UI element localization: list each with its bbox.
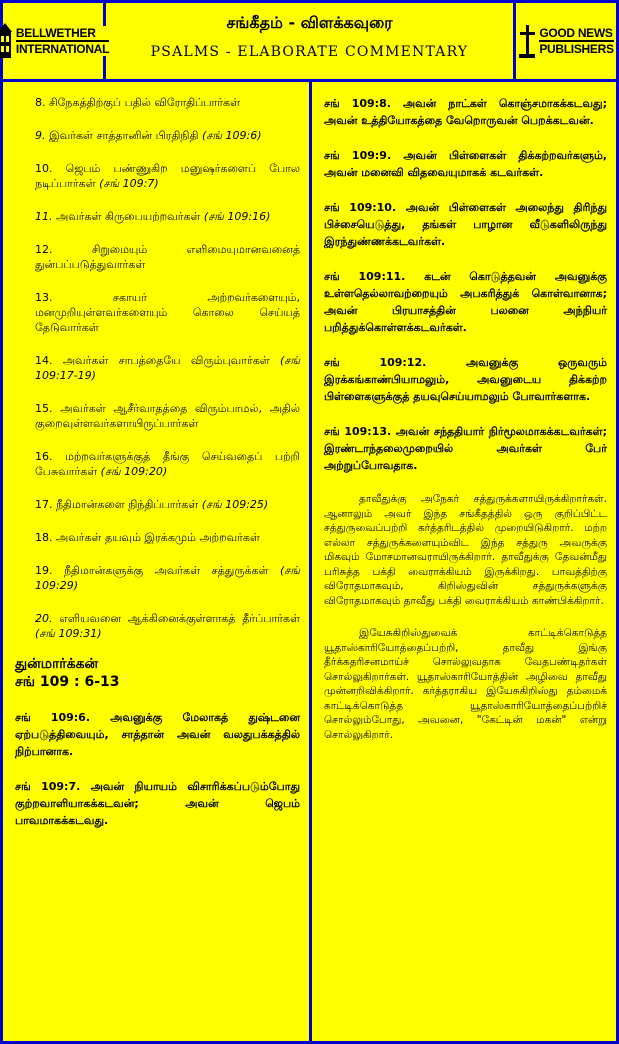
- list-item-number: 16.: [35, 450, 53, 463]
- column-divider: [309, 82, 312, 1041]
- title-area: [106, 3, 513, 79]
- list-item: [15, 95, 300, 110]
- list-item: [15, 611, 300, 641]
- verse-block: சங் 109:7. அவன் நியாயம் விசாரிக்கப்படும்போது குற்றவாளியாகக்கடவன்; அவன் ஜெபம் பாவமாகக்கடவது.: [15, 780, 300, 827]
- list-item-number: 20.: [35, 612, 53, 625]
- verse-block: சங் 109:8. அவன் நாட்கள் கொஞ்சமாகக்கடவது; அவன் உத்தியோகத்தை வேறொருவன் பெறக்கடவன்.: [324, 97, 607, 127]
- good-news-logo-icon: [518, 22, 536, 60]
- list-item: [15, 530, 300, 545]
- list-item-text: எளியவனை ஆக்கினைக்குள்ளாகத் தீர்ப்பார்கள்: [59, 612, 301, 625]
- commentary-paragraph: இயேசுகிறிஸ்துவைக் காட்டிக்கொடுத்த யூதாஸ்காரியோத்தைப்பற்றி, தாவீது இங்கு தீர்க்கதரிசனமாய்ச் சொல்லுவதாக வேதபண்டிதர்கள் சொல்லுகிறார்கள். யூதாஸ்காரியோத்தின் அழிவை தாவீது முன்னறிவிக்கிறார். கர்த்தராகிய இயேசுகிறிஸ்து தம்மைக் காட்டிக்கொடுத்த யூதாஸ்காரியோத்தைப்பற்றிச் சொல்லும்போது, அவனை, "கேட்டின் மகன்" என்று சொல்லுகிறார்.: [324, 627, 607, 741]
- section-title: துன்மார்க்கன்: [15, 656, 99, 672]
- logo-left-line1: BELLWETHER: [16, 26, 109, 42]
- numbered-list: [15, 95, 300, 641]
- list-item-ref: (சங் 109:16): [203, 210, 271, 223]
- header: [3, 3, 616, 82]
- logo-right-line1: GOOD NEWS: [539, 26, 613, 40]
- list-item-text: சிறுமையும் எளிமையுமானவனைத் துன்பப்படுத்துவார்கள்: [35, 243, 301, 271]
- list-item: [15, 161, 300, 191]
- list-item-text: அவர்கள் சாபத்தையே விரும்புவார்கள்: [62, 354, 270, 367]
- list-item-text: அவர்கள் கிருபையற்றவர்கள்: [56, 210, 201, 223]
- list-item-number: 14.: [35, 354, 53, 367]
- list-item-ref: (சங் 109:7): [99, 177, 159, 190]
- list-item: [15, 449, 300, 479]
- list-item: [15, 290, 300, 335]
- list-item-number: 15.: [35, 402, 53, 415]
- list-item-number: 18.: [35, 531, 53, 544]
- list-item: [15, 353, 300, 383]
- commentary-paragraph: தாவீதுக்கு அநேகர் சத்துருக்களாயிருக்கிறார்கள். ஆனாலும் அவர் இந்த சங்கீதத்தில் ஒரு குறிப்பிட்ட சத்துருவைப்பற்றி கர்த்தரிடத்தில் முறையிடுகிறார். மற்ற எல்லா சத்துருக்களையும்விட இந்த சத்துரு அவருக்கு மிகவும் மோசமானவராயிருக்கிறார். தாவீதுக்கு தேவன்மீது பரிசுத்த பக்தி வைராக்கியம் இருக்கிறது. பாவத்திற்கு விரோதமாகவும், கிறிஸ்துவின் சத்துருக்களுக்கு விரோதமாகவும் தாவீது பக்தி வைராக்கியம் காண்பிக்கிறார்.: [324, 493, 607, 607]
- list-item-ref: (சங் 109:29): [35, 564, 301, 592]
- section-ref: சங் 109 : 6-13: [15, 674, 120, 690]
- section-heading: [15, 655, 300, 691]
- list-item-ref: (சங் 109:17-19): [35, 354, 301, 382]
- list-item-text: சகாயர் அற்றவர்களையும், மனமுறியுள்ளவர்களையும் கொலை செய்யத் தேடுவார்கள்: [35, 291, 300, 334]
- list-item-number: 10.: [35, 162, 53, 175]
- list-item-number: 13.: [35, 291, 53, 304]
- list-item-text: நீதிமான்களுக்கு அவர்கள் சத்துருக்கள்: [63, 564, 269, 577]
- list-item-text: நீதிமான்களை நிந்திப்பார்கள்: [56, 498, 199, 511]
- list-item-number: 11.: [35, 210, 53, 223]
- list-item: [15, 401, 300, 431]
- list-item: [15, 563, 300, 593]
- list-item: [15, 128, 300, 143]
- bellwether-logo: [3, 3, 110, 79]
- list-item-ref: (சங் 109:31): [35, 627, 102, 640]
- verse-block: சங் 109:6. அவனுக்கு மேலாகத் துஷ்டனை ஏற்படுத்திவையும், சாத்தான் அவன் வலதுபக்கத்தில் நிற்பானாக.: [15, 711, 300, 758]
- list-item-text: அவர்கள் தயவும் இரக்கமும் அற்றவர்கள்: [56, 531, 260, 544]
- verse-block: சங் 109:10. அவன் பிள்ளைகள் அலைந்து திரிந்து பிச்சையெடுத்து, தங்கள் பாழான வீடுகளிலிருந்து இரந்துண்ணக்கடவர்கள்.: [324, 201, 607, 248]
- page-title-english: PSALMS - ELABORATE COMMENTARY: [150, 44, 469, 60]
- list-item-number: 19.: [35, 564, 53, 577]
- list-item-text: ஜெபம் பண்ணுகிற மனுஷர்களைப் போல நடிப்பார்கள்: [35, 162, 301, 190]
- logo-left-line2: INTERNATIONAL: [15, 42, 110, 56]
- bellwether-logo-icon: [0, 22, 13, 60]
- list-item: [15, 497, 300, 512]
- good-news-logo: [513, 3, 616, 79]
- list-item-number: 8.: [35, 96, 46, 109]
- verse-block: சங் 109:9. அவன் பிள்ளைகள் திக்கற்றவர்களும், அவன் மனைவி விதவையுமாகக் கடவர்கள்.: [324, 149, 607, 179]
- page-title-tamil: சங்கீதம் - விளக்கவுரை: [226, 13, 393, 32]
- list-item-text: மற்றவர்களுக்குத் தீங்கு செய்வதைப் பற்றி பேசுவார்கள்: [35, 450, 300, 478]
- list-item-ref: (சங் 109:6): [202, 129, 262, 142]
- list-item-number: 17.: [35, 498, 53, 511]
- right-column: [324, 95, 607, 760]
- list-item-number: 9.: [35, 129, 46, 142]
- list-item-ref: (சங் 109:20): [100, 465, 168, 478]
- logo-right-line2: PUBLISHERS: [539, 42, 614, 56]
- list-item-text: சிநேகத்திற்குப் பதில் விரோதிப்பார்கள்: [49, 96, 240, 109]
- list-item-text: அவர்கள் ஆசீர்வாதத்தை விரும்பாமல், அதில் குறைவுள்ளவர்களாயிருப்பார்கள்: [35, 402, 301, 430]
- verse-block: சங் 109:12. அவனுக்கு ஒருவரும் இரக்கங்காண்பியாமலும், அவனுடைய திக்கற்ற பிள்ளைகளுக்குத் தயவுசெய்யாமலும் போவார்களாக.: [324, 356, 607, 403]
- list-item-number: 12.: [35, 243, 53, 256]
- list-item: [15, 209, 300, 224]
- list-item-ref: (சங் 109:25): [201, 498, 269, 511]
- left-column: [15, 95, 300, 847]
- list-item-text: இவர்கள் சாத்தானின் பிரதிநிதி: [49, 129, 199, 142]
- verse-block: சங் 109:13. அவன் சந்ததியார் நிர்மூலமாகக்கடவர்கள்; இரண்டாந்தலைமுறையில் அவர்கள் பேர் அற்றுப்போவதாக.: [324, 425, 607, 472]
- verse-block: சங் 109:11. கடன் கொடுத்தவன் அவனுக்கு உள்ளதெல்லாவற்றையும் அபகரித்துக் கொள்வானாக; அவன் பிரயாசத்தின் பலனை அந்நியர் பறித்துக்கொள்ளக்கடவர்கள்.: [324, 270, 607, 334]
- list-item: [15, 242, 300, 272]
